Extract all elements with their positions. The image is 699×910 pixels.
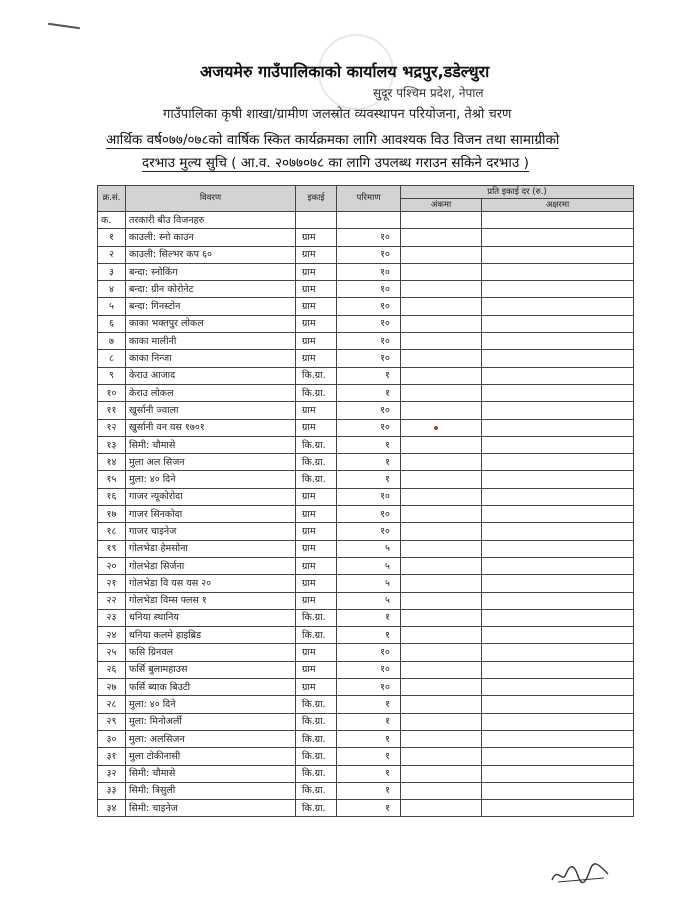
row-description: फसि ग्रिनवल	[126, 644, 296, 661]
row-description: काका निन्जा	[126, 350, 296, 367]
row-description: मुला: मिनोअर्ली	[126, 713, 296, 730]
row-description: गाजर चाइनेज	[126, 523, 296, 540]
row-rate-words	[482, 350, 634, 367]
section-sn: क.	[98, 212, 126, 229]
row-rate-figures	[401, 281, 482, 298]
table-row	[98, 644, 634, 661]
row-rate-figures	[401, 592, 482, 609]
row-rate-words	[482, 730, 634, 747]
row-sn: २८	[98, 696, 126, 713]
row-sn: २२	[98, 592, 126, 609]
row-rate-words	[482, 298, 634, 315]
row-rate-words	[482, 800, 634, 817]
row-rate-words	[482, 713, 634, 730]
row-description: बन्दा: गिनस्टोन	[126, 298, 296, 315]
document-heading-line-1: आर्थिक वर्ष०७७/०७८को वार्षिक स्कित कार्यक्रमका लागि आवश्यक विउ विजन तथा सामाग्रीको	[106, 132, 560, 148]
row-quantity: १०	[337, 402, 401, 419]
signature-scribble	[548, 860, 612, 886]
row-description: खुर्सानी ज्वाला	[126, 402, 296, 419]
table-row	[98, 748, 634, 765]
row-rate-figures	[401, 627, 482, 644]
row-rate-figures	[401, 454, 482, 471]
row-description: फर्सि बुलामहाउस	[126, 661, 296, 678]
row-rate-words	[482, 436, 634, 453]
row-rate-words	[482, 540, 634, 557]
row-rate-words	[482, 661, 634, 678]
row-sn: १५	[98, 471, 126, 488]
row-rate-words	[482, 679, 634, 696]
row-rate-words	[482, 471, 634, 488]
row-rate-figures	[401, 298, 482, 315]
row-unit: कि.ग्रा.	[296, 384, 337, 401]
row-sn: १३	[98, 436, 126, 453]
table-row	[98, 592, 634, 609]
row-unit: ग्राम	[296, 644, 337, 661]
row-quantity: १	[337, 713, 401, 730]
row-description: बन्दा: ग्रीन कोरोनेट	[126, 281, 296, 298]
row-quantity: १०	[337, 333, 401, 350]
header-unit: इकाई	[296, 186, 337, 212]
row-unit: कि.ग्रा.	[296, 748, 337, 765]
row-rate-figures	[401, 609, 482, 626]
table-row	[98, 471, 634, 488]
row-sn: ७	[98, 333, 126, 350]
row-sn: १२	[98, 419, 126, 436]
row-rate-words	[482, 229, 634, 246]
row-quantity: १	[337, 609, 401, 626]
office-title: अजयमेरु गाउँपालिकाको कार्यालय भद्रपुर,डडेल्धुरा	[200, 62, 490, 81]
table-row	[98, 782, 634, 799]
row-unit: कि.ग्रा.	[296, 627, 337, 644]
row-description: मुला अल सिजन	[126, 454, 296, 471]
row-sn: १४	[98, 454, 126, 471]
row-sn: १६	[98, 488, 126, 505]
row-quantity: १	[337, 384, 401, 401]
row-unit: ग्राम	[296, 298, 337, 315]
row-unit: कि.ग्रा.	[296, 782, 337, 799]
row-unit: कि.ग्रा.	[296, 696, 337, 713]
table-header-row	[98, 186, 634, 199]
row-sn: ९	[98, 367, 126, 384]
row-rate-figures	[401, 333, 482, 350]
rate-table	[97, 185, 634, 817]
row-rate-figures	[401, 575, 482, 592]
row-rate-words	[482, 765, 634, 782]
row-quantity: १	[337, 800, 401, 817]
row-quantity: ५	[337, 592, 401, 609]
row-description: सिमी: चाइनेज	[126, 800, 296, 817]
table-row	[98, 609, 634, 626]
row-description: गोलभेडा विम्स फ्लस १	[126, 592, 296, 609]
row-rate-words	[482, 315, 634, 332]
row-rate-figures	[401, 661, 482, 678]
row-sn: २४	[98, 627, 126, 644]
row-sn: ८	[98, 350, 126, 367]
row-rate-figures	[401, 540, 482, 557]
row-rate-words	[482, 644, 634, 661]
row-rate-figures	[401, 782, 482, 799]
row-unit: ग्राम	[296, 575, 337, 592]
table-row	[98, 246, 634, 263]
row-rate-words	[482, 263, 634, 280]
scan-mark-line	[48, 23, 80, 29]
section-row	[98, 212, 634, 229]
row-unit: ग्राम	[296, 246, 337, 263]
table-row	[98, 800, 634, 817]
row-rate-figures	[401, 229, 482, 246]
row-rate-figures	[401, 506, 482, 523]
row-sn: २६	[98, 661, 126, 678]
table-row	[98, 436, 634, 453]
row-quantity: १	[337, 471, 401, 488]
row-quantity: १०	[337, 350, 401, 367]
row-rate-figures	[401, 488, 482, 505]
row-rate-figures	[401, 384, 482, 401]
section-rate-figures	[401, 212, 482, 229]
row-unit: ग्राम	[296, 523, 337, 540]
row-sn: ३	[98, 263, 126, 280]
row-description: मुला: ४० दिने	[126, 471, 296, 488]
row-quantity: १	[337, 367, 401, 384]
row-unit: ग्राम	[296, 557, 337, 574]
row-rate-figures	[401, 471, 482, 488]
red-pen-dot	[434, 426, 438, 430]
row-rate-words	[482, 575, 634, 592]
row-unit: कि.ग्रा.	[296, 713, 337, 730]
row-quantity: १०	[337, 246, 401, 263]
table-row	[98, 506, 634, 523]
table-row	[98, 765, 634, 782]
table-row	[98, 384, 634, 401]
row-sn: ३१	[98, 748, 126, 765]
row-description: गोलभेडा वि यस यस २०	[126, 575, 296, 592]
row-quantity: ५	[337, 557, 401, 574]
row-unit: कि.ग्रा.	[296, 730, 337, 747]
row-quantity: ५	[337, 540, 401, 557]
row-description: काका भक्तपुर लोकल	[126, 315, 296, 332]
row-quantity: १	[337, 627, 401, 644]
row-rate-figures	[401, 523, 482, 540]
row-sn: ६	[98, 315, 126, 332]
row-rate-figures	[401, 748, 482, 765]
header-desc: विवरण	[126, 186, 296, 212]
row-unit: कि.ग्रा.	[296, 765, 337, 782]
row-unit: ग्राम	[296, 333, 337, 350]
row-rate-figures	[401, 263, 482, 280]
row-sn: २३	[98, 609, 126, 626]
document-heading-line-2: दरभाउ मुल्य सुचि ( आ.व. २०७७०७८ का लागि उपलब्ध गराउन सकिने दरभाउ )	[142, 155, 529, 171]
row-rate-words	[482, 609, 634, 626]
table-row	[98, 540, 634, 557]
table-row	[98, 419, 634, 436]
row-unit: कि.ग्रा.	[296, 609, 337, 626]
row-description: मुला: अलसिजन	[126, 730, 296, 747]
row-quantity: १०	[337, 298, 401, 315]
table-row	[98, 315, 634, 332]
row-description: सिमी: चौमासे	[126, 765, 296, 782]
row-sn: १७	[98, 506, 126, 523]
row-rate-figures	[401, 730, 482, 747]
table-row	[98, 333, 634, 350]
row-rate-words	[482, 281, 634, 298]
row-rate-figures	[401, 246, 482, 263]
row-rate-figures	[401, 679, 482, 696]
row-quantity: १	[337, 765, 401, 782]
table-row	[98, 661, 634, 678]
row-sn: ४	[98, 281, 126, 298]
table-row	[98, 730, 634, 747]
row-rate-figures	[401, 350, 482, 367]
row-quantity: १०	[337, 523, 401, 540]
row-description: गोलभेडा हेमसोना	[126, 540, 296, 557]
row-rate-words	[482, 402, 634, 419]
row-description: बन्दा: स्नोकिंग	[126, 263, 296, 280]
row-rate-words	[482, 246, 634, 263]
row-description: धनिया स्थानिय	[126, 609, 296, 626]
row-quantity: १	[337, 748, 401, 765]
row-description: सिमी: त्रिसुली	[126, 782, 296, 799]
table-row	[98, 298, 634, 315]
row-quantity: १०	[337, 644, 401, 661]
row-description: काउली: स्नो काउन	[126, 229, 296, 246]
row-description: केराउ लोकल	[126, 384, 296, 401]
row-unit: ग्राम	[296, 661, 337, 678]
header-sn: क्र.सं.	[98, 186, 126, 212]
table-row	[98, 523, 634, 540]
row-unit: ग्राम	[296, 281, 337, 298]
province-line: सुदूर पश्चिम प्रदेश, नेपाल	[373, 86, 484, 100]
row-rate-words	[482, 782, 634, 799]
row-rate-figures	[401, 713, 482, 730]
row-rate-words	[482, 454, 634, 471]
row-unit: ग्राम	[296, 263, 337, 280]
row-rate-words	[482, 419, 634, 436]
row-description: फर्सि ब्याक बिउटी	[126, 679, 296, 696]
row-description: मुला टोकीनासी	[126, 748, 296, 765]
row-unit: ग्राम	[296, 679, 337, 696]
row-sn: १	[98, 229, 126, 246]
table-row	[98, 679, 634, 696]
row-sn: २९	[98, 713, 126, 730]
table-row	[98, 263, 634, 280]
row-quantity: १	[337, 782, 401, 799]
table-row	[98, 402, 634, 419]
row-sn: ३३	[98, 782, 126, 799]
row-sn: २७	[98, 679, 126, 696]
row-quantity: १०	[337, 229, 401, 246]
row-rate-figures	[401, 367, 482, 384]
table-row	[98, 627, 634, 644]
row-rate-words	[482, 557, 634, 574]
row-rate-figures	[401, 765, 482, 782]
row-rate-figures	[401, 644, 482, 661]
header-qty: परिमाण	[337, 186, 401, 212]
row-rate-words	[482, 592, 634, 609]
header-in-words: अक्षरमा	[482, 199, 634, 212]
row-description: धनिया कलमे हाइब्रिड	[126, 627, 296, 644]
row-rate-words	[482, 627, 634, 644]
row-sn: ११	[98, 402, 126, 419]
table-row	[98, 575, 634, 592]
row-rate-figures	[401, 557, 482, 574]
row-rate-figures	[401, 402, 482, 419]
row-rate-figures	[401, 800, 482, 817]
row-rate-words	[482, 748, 634, 765]
row-description: खुर्सानी वन यस १७०१	[126, 419, 296, 436]
row-sn: २५	[98, 644, 126, 661]
row-sn: २१	[98, 575, 126, 592]
section-rate-words	[482, 212, 634, 229]
table-row	[98, 229, 634, 246]
row-rate-words	[482, 367, 634, 384]
row-unit: ग्राम	[296, 419, 337, 436]
row-description: गाजर न्यूकोरोदा	[126, 488, 296, 505]
row-rate-words	[482, 384, 634, 401]
row-description: गाजर सिनकोदा	[126, 506, 296, 523]
row-quantity: १	[337, 696, 401, 713]
table-row	[98, 488, 634, 505]
row-rate-figures	[401, 315, 482, 332]
row-quantity: १०	[337, 263, 401, 280]
row-sn: ३४	[98, 800, 126, 817]
row-description: सिमी: चौमासे	[126, 436, 296, 453]
row-description: केराउ आजाद	[126, 367, 296, 384]
row-description: गोलभेडा सिर्जना	[126, 557, 296, 574]
row-unit: ग्राम	[296, 350, 337, 367]
row-unit: कि.ग्रा.	[296, 436, 337, 453]
section-qty	[337, 212, 401, 229]
row-unit: कि.ग्रा.	[296, 800, 337, 817]
project-line: गाउँपालिका कृषी शाखा/ग्रामीण जलस्रोत व्यवस्थापन परियोजना, तेश्रो चरण	[163, 107, 512, 122]
row-quantity: १०	[337, 488, 401, 505]
row-sn: २	[98, 246, 126, 263]
row-quantity: ५	[337, 575, 401, 592]
row-rate-words	[482, 696, 634, 713]
row-unit: कि.ग्रा.	[296, 454, 337, 471]
table-row	[98, 350, 634, 367]
row-rate-words	[482, 523, 634, 540]
row-sn: १०	[98, 384, 126, 401]
row-rate-figures	[401, 436, 482, 453]
row-rate-figures	[401, 696, 482, 713]
row-quantity: १०	[337, 281, 401, 298]
row-unit: ग्राम	[296, 315, 337, 332]
section-title: तरकारी बीउ विजनहरु	[126, 212, 296, 229]
row-sn: १९	[98, 540, 126, 557]
table-row	[98, 454, 634, 471]
table-row	[98, 713, 634, 730]
header-in-figures: अंकमा	[401, 199, 482, 212]
row-unit: कि.ग्रा.	[296, 367, 337, 384]
row-quantity: १	[337, 454, 401, 471]
row-unit: ग्राम	[296, 506, 337, 523]
row-quantity: १०	[337, 315, 401, 332]
row-quantity: १०	[337, 506, 401, 523]
row-sn: ३०	[98, 730, 126, 747]
table-row	[98, 557, 634, 574]
row-description: काका मालीनी	[126, 333, 296, 350]
row-rate-words	[482, 506, 634, 523]
row-description: काउली: सिल्भर कप ६०	[126, 246, 296, 263]
row-sn: ५	[98, 298, 126, 315]
row-description: मुला: ४० दिने	[126, 696, 296, 713]
row-quantity: १०	[337, 419, 401, 436]
row-sn: २०	[98, 557, 126, 574]
row-unit: ग्राम	[296, 592, 337, 609]
row-rate-words	[482, 488, 634, 505]
table-row	[98, 281, 634, 298]
row-quantity: १०	[337, 679, 401, 696]
table-row	[98, 696, 634, 713]
row-rate-words	[482, 333, 634, 350]
row-unit: ग्राम	[296, 402, 337, 419]
row-quantity: १०	[337, 661, 401, 678]
row-unit: ग्राम	[296, 229, 337, 246]
row-quantity: १	[337, 436, 401, 453]
row-sn: १८	[98, 523, 126, 540]
header-rate-group: प्रति इकाई दर (रु.)	[401, 186, 634, 199]
row-unit: ग्राम	[296, 488, 337, 505]
row-sn: ३२	[98, 765, 126, 782]
row-unit: ग्राम	[296, 540, 337, 557]
table-row	[98, 367, 634, 384]
row-unit: कि.ग्रा.	[296, 471, 337, 488]
row-rate-figures	[401, 419, 482, 436]
section-unit	[296, 212, 337, 229]
row-quantity: १	[337, 730, 401, 747]
